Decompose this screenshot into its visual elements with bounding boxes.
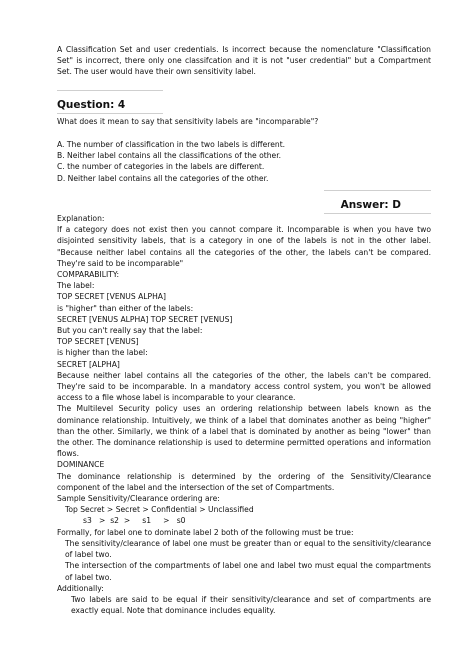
condition-one: The sensitivity/clearance of label one must be greater than or equal to the sensitivity/clearance of label two. xyxy=(65,538,431,560)
option-a: A. The number of classification in the two labels is different. xyxy=(57,140,286,149)
intro-text: A Classification Set and user credentials. Is incorrect because the nomenclature "Classification Set" is incorrect, there only one classifcation and it is not "user credential" but a Compartment Set. The user would have their own sensitivity label. xyxy=(57,45,431,77)
option-d: D. Neither label contains all the categories of the other. xyxy=(57,173,269,183)
condition-two: The intersection of the compartments of label one and label two must equal the compartments of label two. xyxy=(65,561,431,582)
explanation-line: is higher than the label: xyxy=(57,348,148,358)
ordering-line: Top Secret > Secret > Confidential > Unclassified xyxy=(65,505,254,515)
question-text-block xyxy=(57,116,431,127)
explanation-paragraph: The dominance relationship is determined by the ordering of the Sensitivity/Clearance component of the label and the intersection of the set of Compartments. xyxy=(57,471,431,492)
question-text: What does it mean to say that sensitivity labels are "incomparable"? xyxy=(57,117,319,126)
explanation-paragraph: Because neither label contains all the categories of the other, the labels can't be compared. They're said to be incomparable. In a mandatory access control system, you won't be allowed access to a file whose label is incomparable to your clearance. xyxy=(57,370,431,403)
explanation-line: is "higher" than either of the labels: xyxy=(57,303,194,313)
question-heading-text: Question: 4 xyxy=(57,99,126,111)
intro-paragraph xyxy=(57,44,431,78)
answer-options xyxy=(57,139,431,184)
explanation-line: SECRET [ALPHA] xyxy=(57,359,120,369)
explanation-line: TOP SECRET [VENUS ALPHA] xyxy=(57,292,166,302)
explanation-line: Formally, for label one to dominate label 2 both of the following must be true: xyxy=(57,527,354,537)
comparability-heading: COMPARABILITY: xyxy=(57,270,120,280)
explanation-line: Additionally: xyxy=(57,583,104,593)
explanation-paragraph: If a category does not exist then you cannot compare it. Incomparable is when you have two disjointed sensitivity labels, that is a category in one of the labels is not in the other label. "Because neither label contains all the categories of the other, the labels can't be compared. They're said to be incomparable" xyxy=(57,225,431,268)
option-c: C. the number of categories in the labels are different. xyxy=(57,162,265,172)
explanation-label: Explanation: xyxy=(57,214,105,223)
explanation-block xyxy=(57,213,431,616)
option-b: B. Neither label contains all the classifications of the other. xyxy=(57,151,282,161)
explanation-line: TOP SECRET [VENUS] xyxy=(57,337,139,347)
explanation-line: The label: xyxy=(57,281,95,291)
question-heading xyxy=(57,90,163,114)
explanation-line: Sample Sensitivity/Clearance ordering are: xyxy=(57,494,220,504)
explanation-line: But you can't really say that the label: xyxy=(57,326,203,336)
ordering-symbols-line: s3 > s2 > s1 > s0 xyxy=(83,516,186,526)
answer-heading xyxy=(324,190,431,214)
equality-note: Two labels are said to be equal if their sensitivity/clearance and set of compartments are exactly equal. Note that dominance includes equality. xyxy=(71,594,431,616)
dominance-heading: DOMINANCE xyxy=(57,460,105,470)
answer-heading-text: Answer: D xyxy=(340,199,401,211)
explanation-paragraph: The Multilevel Security policy uses an ordering relationship between labels known as the dominance relationship. Intuitively, we think of a label that dominates another as being "higher" than the other. Similarly, we think of a label that is dominated by another as being "lower" than the other. The dominance relationship is used to determine permitted operations and information flows. xyxy=(57,404,431,459)
explanation-line: SECRET [VENUS ALPHA] TOP SECRET [VENUS] xyxy=(57,314,233,324)
